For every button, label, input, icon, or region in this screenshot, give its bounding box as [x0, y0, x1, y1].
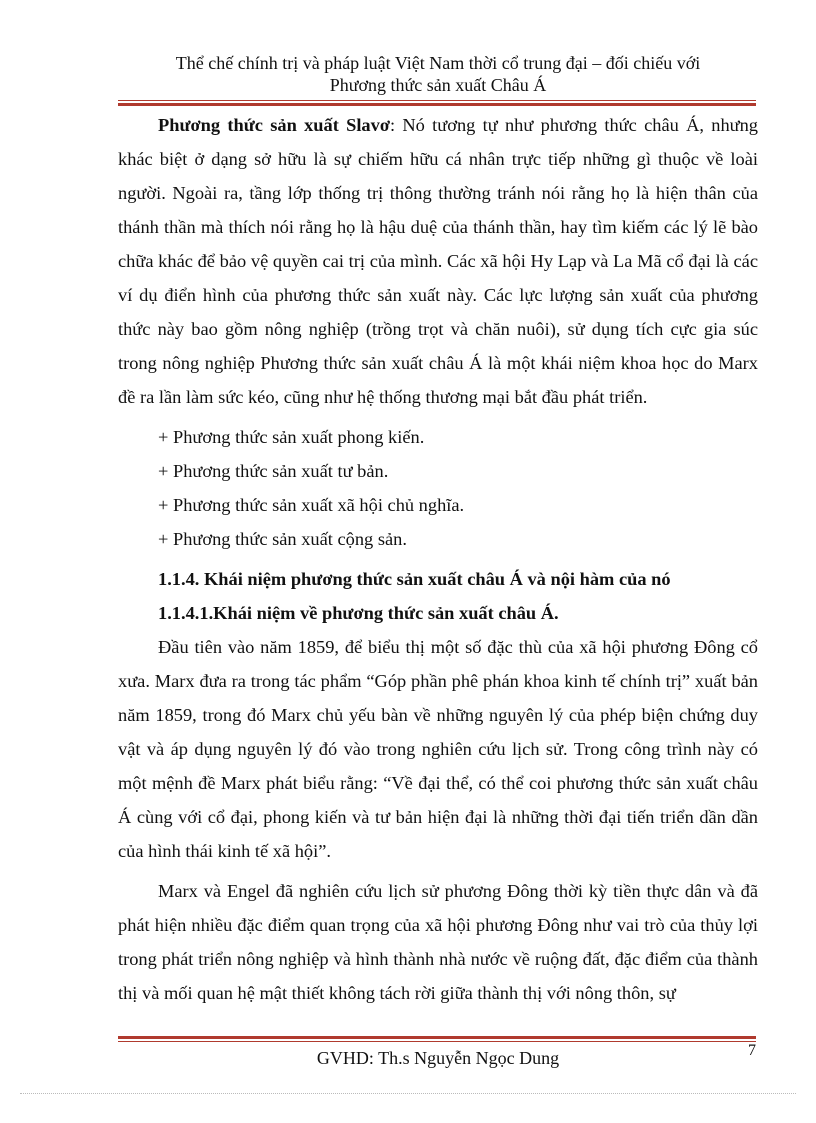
document-body [118, 108, 758, 1010]
paragraph-slavo-text: : Nó tương tự như phương thức châu Á, nhưng khác biệt ở dạng sở hữu là sự chiếm hữu cá nhân trực tiếp những gì thuộc về loài người. Ngoài ra, tầng lớp thống trị thông thường tránh nói rằng họ là hiện thân của thánh thần mà thích nói rằng họ là hậu duệ của thánh thần, hay tìm kiếm các lý lẽ bào chữa khác để bảo vệ quyền cai trị của mình. Các xã hội Hy Lạp và La Mã cổ đại là các ví dụ điển hình của phương thức sản xuất này. Các lực lượng sản xuất của phương thức này bao gồm nông nghiệp (trồng trọt và chăn nuôi), sử dụng tích cực gia súc trong nông nghiệp Phương thức sản xuất châu Á là một khái niệm khoa học do Marx đề ra lần làm sức kéo, cũng như hệ thống thương mại bắt đầu phát triển. [118, 115, 758, 407]
list-item: + Phương thức sản xuất tư bản. [158, 461, 389, 481]
section-heading: 1.1.4. Khái niệm phương thức sản xuất châu Á và nội hàm của nó [158, 569, 671, 589]
header-rule [118, 100, 756, 106]
footer-advisor: GVHD: Th.s Nguyễn Ngọc Dung [316, 1048, 560, 1068]
footer-rule [118, 1036, 756, 1042]
paragraph-concept: Đầu tiên vào năm 1859, để biểu thị một số đặc thù của xã hội phương Đông cổ xưa. Marx đưa ra trong tác phẩm “Góp phần phê phán khoa kinh tế chính trị” xuất bản năm 1859, trong đó Marx chủ yếu bàn về những nguyên lý của phép biện chứng duy vật và áp dụng nguyên lý đó vào trong nghiên cứu lịch sử. Trong công trình này có một mệnh đề Marx phát biểu rằng: “Về đại thể, có thể coi phương thức sản xuất châu Á cùng với cổ đại, phong kiến và tư bản hiện đại là những thời đại tiến triển dần dần của hình thái kinh tế xã hội”. [118, 637, 758, 861]
paragraph-marx-engel: Marx và Engel đã nghiên cứu lịch sử phương Đông thời kỳ tiền thực dân và đã phát hiện nhiều đặc điểm quan trọng của xã hội phương Đông như vai trò của thủy lợi trong phát triển nông nghiệp và hình thành nhà nước về ruộng đất, đặc điểm của thành thị và mối quan hệ mật thiết không tách rời giữa thành thị với nông thôn, sự [118, 881, 758, 1003]
list-item: + Phương thức sản xuất phong kiến. [158, 427, 425, 447]
subsection-heading: 1.1.4.1.Khái niệm về phương thức sản xuất châu Á. [158, 603, 559, 623]
list-item: + Phương thức sản xuất cộng sản. [158, 529, 407, 549]
paragraph-slavo [118, 108, 758, 414]
page-number: 7 [748, 1042, 756, 1059]
header-title-line2: Phương thức sản xuất Châu Á [329, 75, 547, 95]
page-bottom-divider [20, 1093, 796, 1094]
page-header [118, 52, 758, 96]
term-slavo: Phương thức sản xuất Slavơ [158, 115, 391, 135]
list-item: + Phương thức sản xuất xã hội chủ nghĩa. [158, 495, 465, 515]
header-title-line1: Thể chế chính trị và pháp luật Việt Nam thời cổ trung đại – đối chiếu với [175, 53, 701, 73]
